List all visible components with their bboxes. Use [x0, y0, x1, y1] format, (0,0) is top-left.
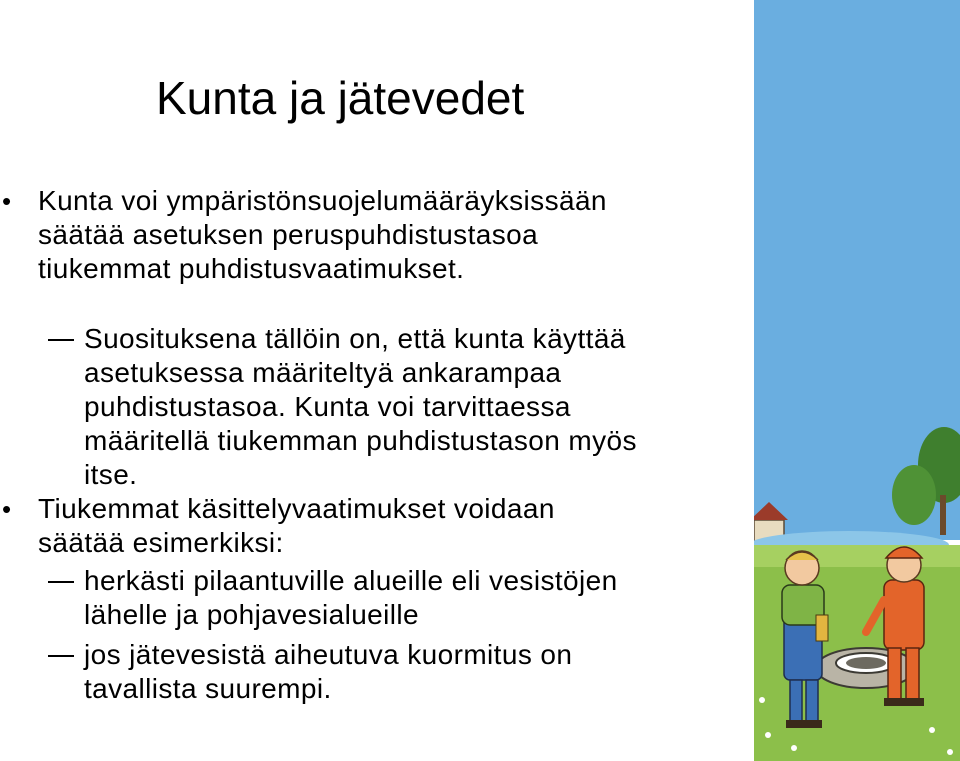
bullet-2: • Tiukemmat käsittelyvaatimukset voidaan säätää esimerkiksi: [38, 492, 638, 560]
dash-marker [48, 339, 74, 341]
cartoon-illustration [754, 0, 960, 761]
slide-title: Kunta ja jätevedet [156, 72, 525, 124]
sub-bullet-2-2: jos jätevesistä aiheutuva kuormitus on tavallista suurempi. [84, 639, 573, 704]
sub-bullet-1-1: Suosituksena tällöin on, että kunta käyttää asetuksessa määriteltyä ankarampaa puhdistustasoa. Kunta voi tarvittaessa määritellä tiukemman puhdistustason myös itse. [84, 323, 637, 490]
sub-bullet-2-1: herkästi pilaantuville alueille eli vesistöjen lähelle ja pohjavesialueille [84, 565, 618, 630]
dash-marker [48, 581, 74, 583]
bullet-1: • Kunta voi ympäristönsuojelumääräyksissään säätää asetuksen peruspuhdistustasoa tiukemmat puhdistusvaatimukset. [38, 184, 638, 286]
dash-marker [48, 655, 74, 657]
